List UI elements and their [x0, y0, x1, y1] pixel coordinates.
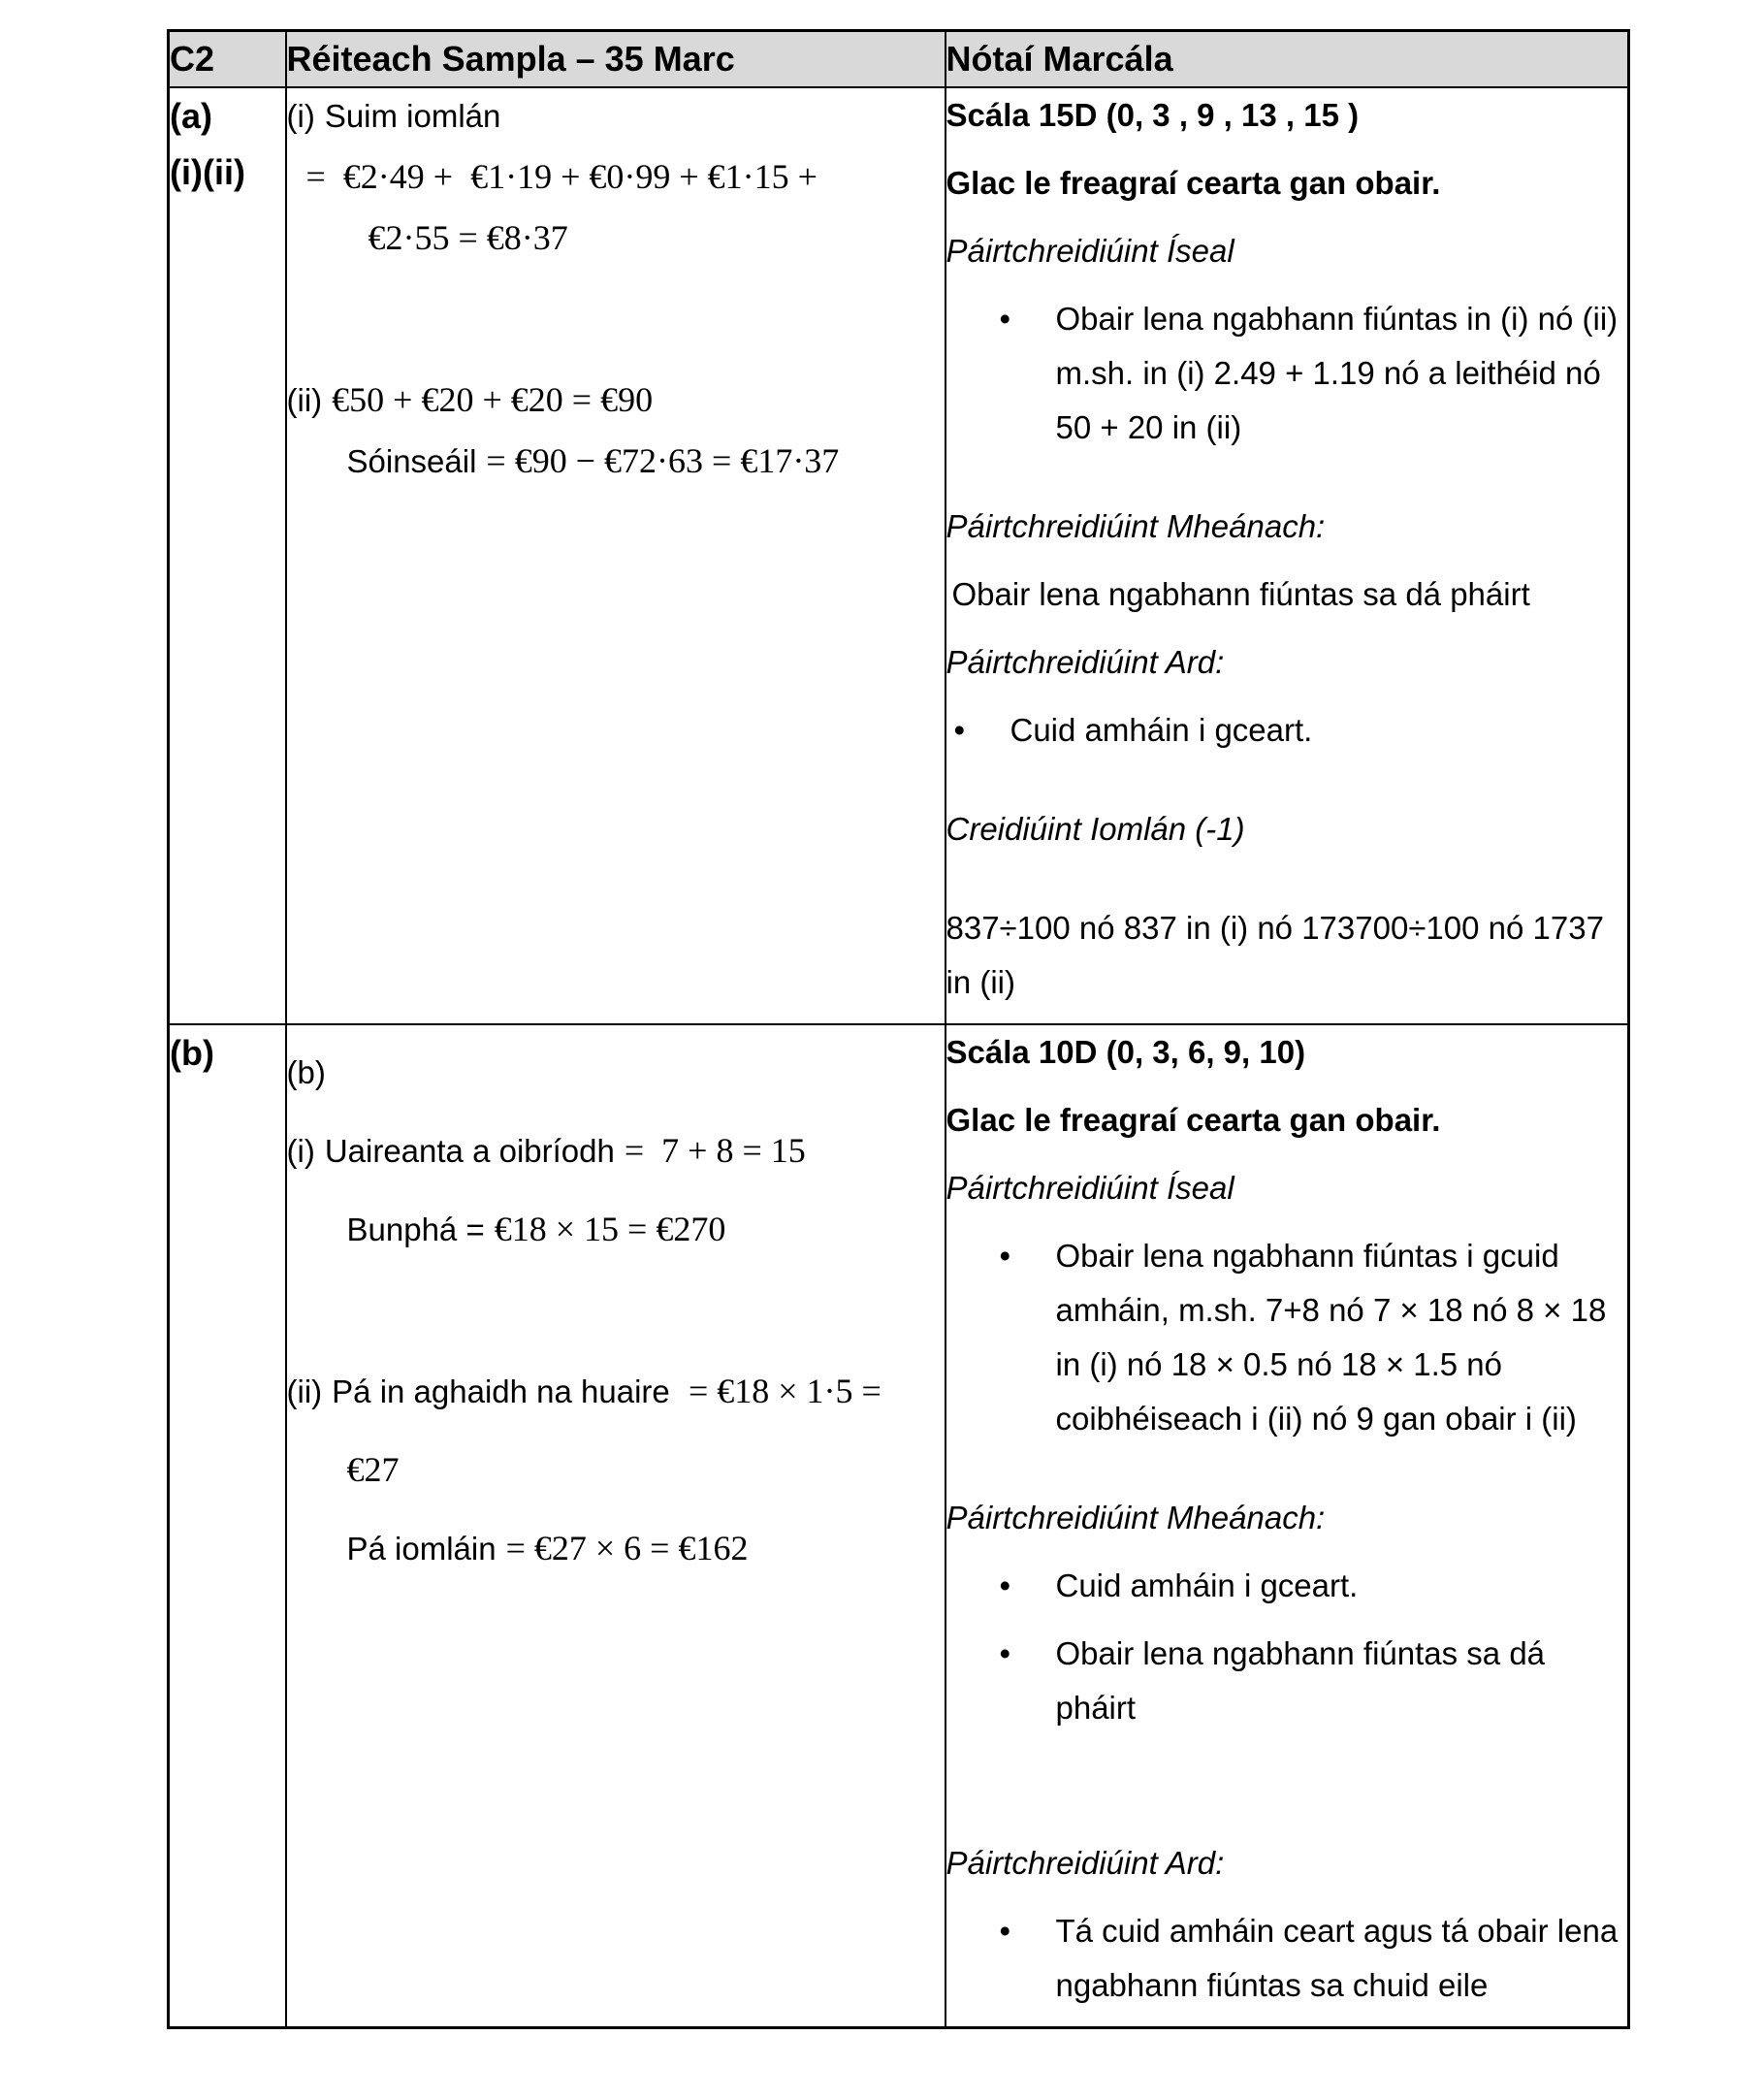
hours-worked-label: Uaireanta a oibríodh	[324, 1133, 615, 1169]
decimal-error-footnote: 837÷100 nó 837 in (i) nó 173700÷100 nó 1737 in (ii)	[946, 910, 1614, 1000]
change-label: Sóinseáil	[346, 443, 477, 479]
low-partial-credit-title: Páirtchreidiúint Íseal	[946, 1170, 1234, 1206]
total-pay-label: Pá iomláin	[346, 1531, 497, 1567]
high-partial-credit-text: Cuid amháin i gceart.	[1010, 712, 1313, 748]
high-partial-credit-title: Páirtchreidiúint Ard:	[946, 1845, 1225, 1881]
row-a-solution-cell	[286, 87, 946, 1024]
part-b-label: (b)	[286, 1054, 326, 1090]
equation-hours: = 7 + 8 = 15	[624, 1131, 806, 1170]
part-i-label: (i)	[286, 98, 315, 134]
equation-hourly-rate: = €18 × 1·5 =	[688, 1372, 882, 1410]
solution-b-ii-total-pay-line	[287, 1520, 945, 1577]
marking-scheme-table	[167, 29, 1630, 2029]
mid-partial-credit-title: Páirtchreidiúint Mheánach:	[946, 508, 1326, 544]
full-credit-line: Creidiúint Iomlán (-1)	[946, 811, 1245, 847]
equation-change: = €90 − €72·63 = €17·37	[486, 441, 840, 480]
basic-pay-label: Bunphá =	[346, 1212, 485, 1247]
bullet-icon: •	[999, 1635, 1011, 1671]
mid-partial-credit-text: Obair lena ngabhann fiúntas sa dá pháirt	[951, 576, 1530, 612]
row-a-part-label: (a)	[170, 96, 212, 136]
equation-sum-line2: €2·55 = €8·37	[368, 218, 568, 257]
solution-a-i-equation-line2	[287, 210, 945, 267]
mid-partial-credit-bullet-1	[1000, 1559, 1628, 1613]
solution-b-heading-line	[287, 1045, 945, 1101]
part-i-label: (i)	[286, 1133, 315, 1169]
equation-sum-line1: = €2·49 + €1·19 + €0·99 + €1·15 +	[305, 157, 817, 196]
bullet-icon: •	[999, 301, 1011, 337]
high-partial-credit-title: Páirtchreidiúint Ard:	[946, 644, 1225, 680]
equation-total-pay: = €27 × 6 = €162	[505, 1529, 749, 1567]
table-row-part-a	[169, 87, 1629, 1024]
row-b-label-cell	[169, 1024, 286, 2028]
equation-notes-total: €50 + €20 + €20 = €90	[332, 380, 654, 419]
solution-a-change-line	[287, 433, 945, 490]
header-question-code: C2	[169, 31, 286, 88]
row-b-part-label: (b)	[170, 1033, 214, 1073]
solution-a-ii-equation-line	[287, 372, 945, 429]
mid-partial-credit-title: Páirtchreidiúint Mheánach:	[946, 1500, 1326, 1535]
solution-b-i-basic-pay-line	[287, 1201, 945, 1258]
table-row-part-b	[169, 1024, 1629, 2028]
mid-partial-credit-bullet-2	[1000, 1627, 1628, 1735]
equation-hourly-rate-result: €27	[346, 1450, 400, 1489]
solution-b-ii-rate-result-line	[287, 1441, 945, 1499]
header-marking-notes: Nótaí Marcála	[946, 31, 1629, 88]
bullet-icon: •	[953, 712, 966, 748]
solution-a-i-title-line	[287, 88, 945, 145]
low-partial-credit-title: Páirtchreidiúint Íseal	[946, 233, 1234, 269]
document-page	[0, 29, 1763, 2100]
high-partial-credit-bullet	[954, 703, 1628, 758]
mid-partial-credit-text-1: Cuid amháin i gceart.	[1055, 1567, 1359, 1603]
table-header-row	[169, 31, 1629, 88]
accept-answers-line: Glac le freagraí cearta gan obair.	[946, 165, 1441, 201]
row-b-notes-cell	[946, 1024, 1629, 2028]
equation-basic-pay: €18 × 15 = €270	[494, 1210, 726, 1248]
solution-b-ii-rate-line	[287, 1363, 945, 1420]
low-partial-credit-text: Obair lena ngabhann fiúntas in (i) nó (ii) m.sh. in (i) 2.49 + 1.19 nó a leithéid nó 50 + 20 in (ii)	[1055, 301, 1627, 445]
low-partial-credit-bullet	[1000, 292, 1628, 455]
bullet-icon: •	[999, 1238, 1011, 1274]
mid-partial-credit-text-2: Obair lena ngabhann fiúntas sa dá pháirt	[1055, 1635, 1555, 1726]
header-sample-solution: Réiteach Sampla – 35 Marc	[286, 31, 946, 88]
low-partial-credit-text: Obair lena ngabhann fiúntas i gcuid amháin, m.sh. 7+8 nó 7 × 18 nó 8 × 18 in (i) nó 18 × 0.5 nó 18 × 1.5 nó coibhéiseach i (ii) nó 9 gan obair i (ii)	[1055, 1238, 1616, 1437]
high-partial-credit-bullet	[1000, 1904, 1628, 2013]
part-i-title: Suim iomlán	[324, 98, 501, 134]
solution-a-i-equation-line1	[287, 148, 945, 206]
accept-answers-line: Glac le freagraí cearta gan obair.	[946, 1102, 1441, 1138]
part-ii-label: (ii)	[286, 1373, 323, 1409]
high-partial-credit-text: Tá cuid amháin ceart agus tá obair lena ngabhann fiúntas sa chuid eile	[1055, 1913, 1627, 2003]
row-a-label-cell	[169, 87, 286, 1024]
part-ii-label: (ii)	[286, 382, 323, 418]
scale-line: Scála 15D (0, 3 , 9 , 13 , 15 )	[946, 97, 1360, 133]
hourly-pay-label: Pá in aghaidh na huaire	[332, 1373, 679, 1409]
row-a-notes-cell	[946, 87, 1629, 1024]
bullet-icon: •	[999, 1567, 1011, 1603]
row-b-solution-cell	[286, 1024, 946, 2028]
bullet-icon: •	[999, 1913, 1011, 1949]
solution-b-i-hours-line	[287, 1122, 945, 1179]
scale-line: Scála 10D (0, 3, 6, 9, 10)	[946, 1034, 1306, 1070]
row-a-subparts-label: (i)(ii)	[170, 152, 245, 192]
low-partial-credit-bullet	[1000, 1229, 1628, 1446]
